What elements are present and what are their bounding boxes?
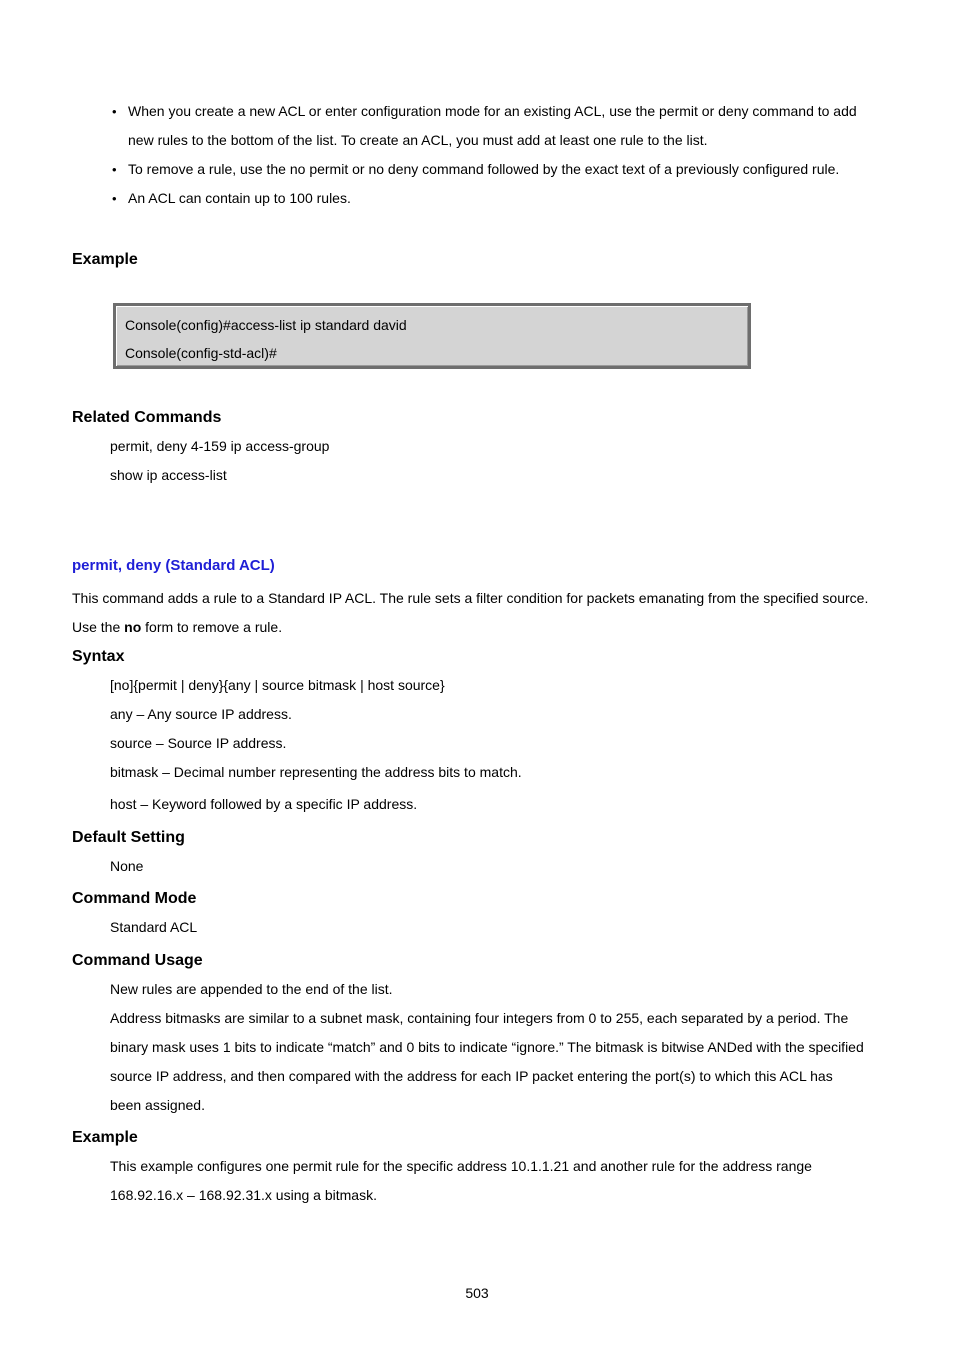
command-usage-line: been assigned. <box>110 1097 205 1113</box>
syntax-line: host – Keyword followed by a specific IP address. <box>110 796 418 812</box>
example-heading: Example <box>72 1129 138 1146</box>
related-commands-heading: Related Commands <box>72 409 222 426</box>
command-usage-heading: Command Usage <box>72 952 203 969</box>
command-mode-heading: Command Mode <box>72 890 197 907</box>
desc-text: form to remove a rule. <box>141 619 283 635</box>
command-mode-value: Standard ACL <box>110 919 198 935</box>
related-command-item: permit, deny 4-159 ip access-group <box>110 438 330 454</box>
section-title: permit, deny (Standard ACL) <box>72 557 275 574</box>
bullet-text: To remove a rule, use the no permit or no deny command followed by the exact text of a previously configured rule. <box>128 161 840 177</box>
bullet-glyph: • <box>112 104 117 119</box>
desc-text: Use the <box>72 619 125 635</box>
syntax-line: any – Any source IP address. <box>110 706 292 722</box>
command-usage-line: source IP address, and then compared with the address for each IP packet entering the port(s) to which this ACL has <box>110 1068 833 1084</box>
syntax-heading: Syntax <box>72 648 125 665</box>
section-description-line2 <box>72 620 282 634</box>
related-command-item: show ip access-list <box>110 467 227 483</box>
command-usage-line: Address bitmasks are similar to a subnet mask, containing four integers from 0 to 255, each separated by a period. The <box>110 1010 849 1026</box>
bullet-text: An ACL can contain up to 100 rules. <box>128 190 351 206</box>
bullet-glyph: • <box>112 162 117 177</box>
code-block <box>113 303 751 369</box>
bullet-glyph: • <box>112 191 117 206</box>
example-line: This example configures one permit rule for the specific address 10.1.1.21 and another rule for the address range <box>110 1158 812 1174</box>
page-number: 503 <box>465 1285 489 1301</box>
syntax-line: source – Source IP address. <box>110 735 287 751</box>
default-setting-heading: Default Setting <box>72 829 185 846</box>
section-description: This command adds a rule to a Standard IP ACL. The rule sets a filter condition for packets emanating from the specified source. <box>72 590 869 606</box>
command-usage-line: binary mask uses 1 bits to indicate “match” and 0 bits to indicate “ignore.” The bitmask is bitwise ANDed with the specified <box>110 1039 864 1055</box>
code-line: Console(config)#access-list ip standard david <box>125 317 407 333</box>
desc-keyword-no: no <box>124 619 142 635</box>
code-line: Console(config-std-acl)# <box>125 345 277 361</box>
example-line: 168.92.16.x – 168.92.31.x using a bitmask. <box>110 1187 377 1203</box>
example-heading: Example <box>72 251 138 268</box>
default-setting-value: None <box>110 858 144 874</box>
syntax-line: bitmask – Decimal number representing the address bits to match. <box>110 764 522 780</box>
bullet-text-continued: new rules to the bottom of the list. To create an ACL, you must add at least one rule to the list. <box>128 132 708 148</box>
command-usage-line: New rules are appended to the end of the list. <box>110 981 393 997</box>
syntax-line: [no]{permit | deny}{any | source bitmask | host source} <box>110 677 445 693</box>
bullet-text: When you create a new ACL or enter configuration mode for an existing ACL, use the permit or deny command to add <box>128 103 857 119</box>
